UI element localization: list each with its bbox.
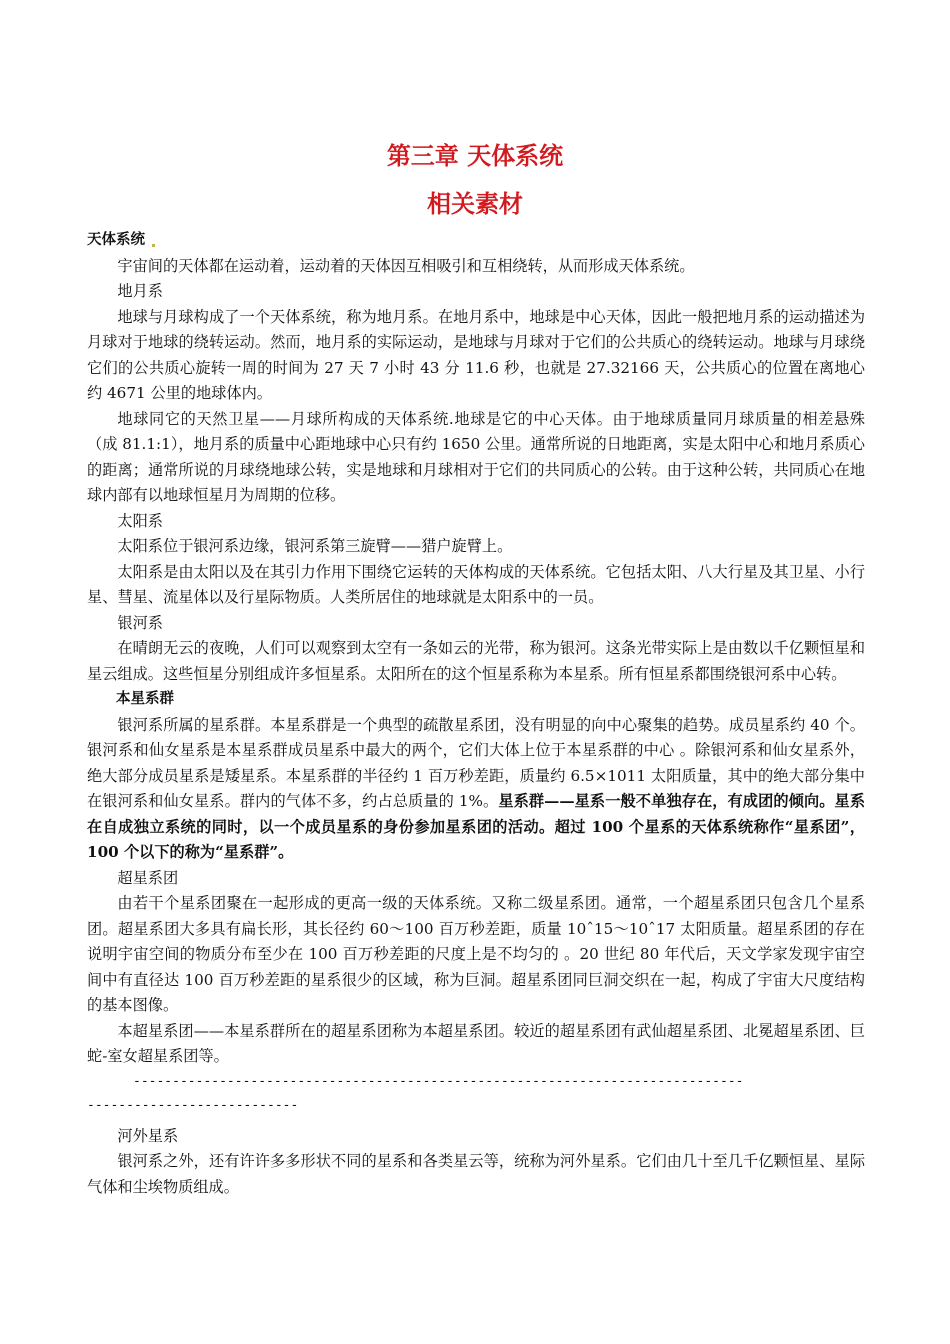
separator-line: ------------------------------------------------------------------------------ — [133, 1073, 744, 1089]
paragraph: 太阳系是由太阳以及在其引力作用下围绕它运转的天体构成的天体系统。它包括太阳、八大行星及其卫星、小行星、彗星、流星体以及行星际物质。人类所居住的地球就是太阳系中的一员。 — [87, 562, 865, 606]
paragraph: 地球同它的天然卫星——月球所构成的天体系统.地球是它的中心天体。由于地球质量同月球质量的相差悬殊（成 81.1:1），地月系的质量中心距地球中心只有约 1650 公里。通常所说的日地距离，实是太阳中心和地月系质心的距离；通常所说的月球绕地球公转，实是地球和月球相对于它们的共同质心的公转。由于这种公转，共同质心在地球内部有以地球恒星月为周期的位移。 — [87, 409, 865, 504]
paragraph — [87, 713, 865, 866]
section-heading-solar-system: 太阳系 — [117, 511, 163, 530]
paragraph: 地球与月球构成了一个天体系统，称为地月系。在地月系中，地球是中心天体，因此一般把地月系的运动描述为月球对于地球的绕转运动。然而，地月系的实际运动，是地球与月球对于它们的公共质心的绕转运动。地球与月球绕它们的公共质心旋转一周的时间为 27 天 7 小时 43 分 11.6 秒，也就是 27.32166 天，公共质心的位置在离地心约 4671 公里的地球体内。 — [87, 307, 865, 402]
paragraph: 本超星系团——本星系群所在的超星系团称为本超星系团。较近的超星系团有武仙超星系团、北冕超星系团、巨蛇-室女超星系团等。 — [87, 1021, 865, 1065]
bold-text: 星系群——星系一般不单独存在，有成团的倾向。星系在自成独立系统的同时，以一个成员星系的身份参加星系团的活动。超过 100 个星系的天体系统称作“星系团”，100 个以下的称为“星系群”。 — [87, 792, 866, 861]
section-heading-extragalactic: 河外星系 — [117, 1126, 179, 1145]
section-heading-local-group: 本星系群 — [116, 691, 174, 707]
separator-line: --------------------------- — [87, 1097, 299, 1113]
paragraph: 在晴朗无云的夜晚，人们可以观察到太空有一条如云的光带，称为银河。这条光带实际上是由数以千亿颗恒星和星云组成。这些恒星分别组成许多恒星系。太阳所在的这个恒星系称为本星系。所有恒星系都围绕银河系中心转。 — [87, 639, 865, 683]
paragraph: 太阳系位于银河系边缘，银河系第三旋臂——猎户旋臂上。 — [117, 537, 513, 555]
section-heading-milky-way: 银河系 — [117, 613, 163, 632]
marker-dot — [152, 244, 155, 247]
paragraph: 由若干个星系团聚在一起形成的更高一级的天体系统。又称二级星系团。通常，一个超星系团只包含几个星系团。超星系团大多具有扁长形，其长径约 60～100 百万秒差距，质量 10ˆ15～10ˆ17 太阳质量。超星系团的存在说明宇宙空间的物质分布至少在 100 百万秒差距的尺度上是不均匀的 。20 世纪 80 年代后，天文学家发现宇宙空间中有直径达 100 百万秒差距的星系很少的区域，称为巨洞。超星系团同巨洞交织在一起，构成了宇宙大尺度结构的基本图像。 — [87, 894, 865, 1014]
paragraph: 宇宙间的天体都在运动着，运动着的天体因互相吸引和互相绕转，从而形成天体系统。 — [117, 256, 695, 275]
section-heading-earth-moon: 地月系 — [117, 282, 163, 300]
subtitle: 相关素材 — [427, 190, 523, 218]
paragraph: 银河系之外，还有许许多多形状不同的星系和各类星云等，统称为河外星系。它们由几十至几千亿颗恒星、星际气体和尘埃物质组成。 — [87, 1152, 865, 1196]
section-heading-celestial-system: 天体系统 — [87, 228, 865, 254]
section-heading-supercluster: 超星系团 — [117, 868, 179, 887]
document-body — [87, 228, 865, 1200]
paragraph-text: 银河系所属的星系群。本星系群是一个典型的疏散星系团，没有明显的向中心聚集的趋势。成员星系约 40 个。银河系和仙女星系是本星系群成员星系中最大的两个，它们大体上位于本星系群的中心 。除银河系和仙女星系外，绝大部分成员星系是矮星系。本星系群的半径约 1 百万秒差距，质量约 6.5×1011 太阳质量，其中的绝大部分集中在银河系和仙女星系。群内的气体不多，约占总质量的 1%。 — [87, 715, 865, 810]
chapter-title: 第三章 天体系统 — [386, 142, 564, 170]
